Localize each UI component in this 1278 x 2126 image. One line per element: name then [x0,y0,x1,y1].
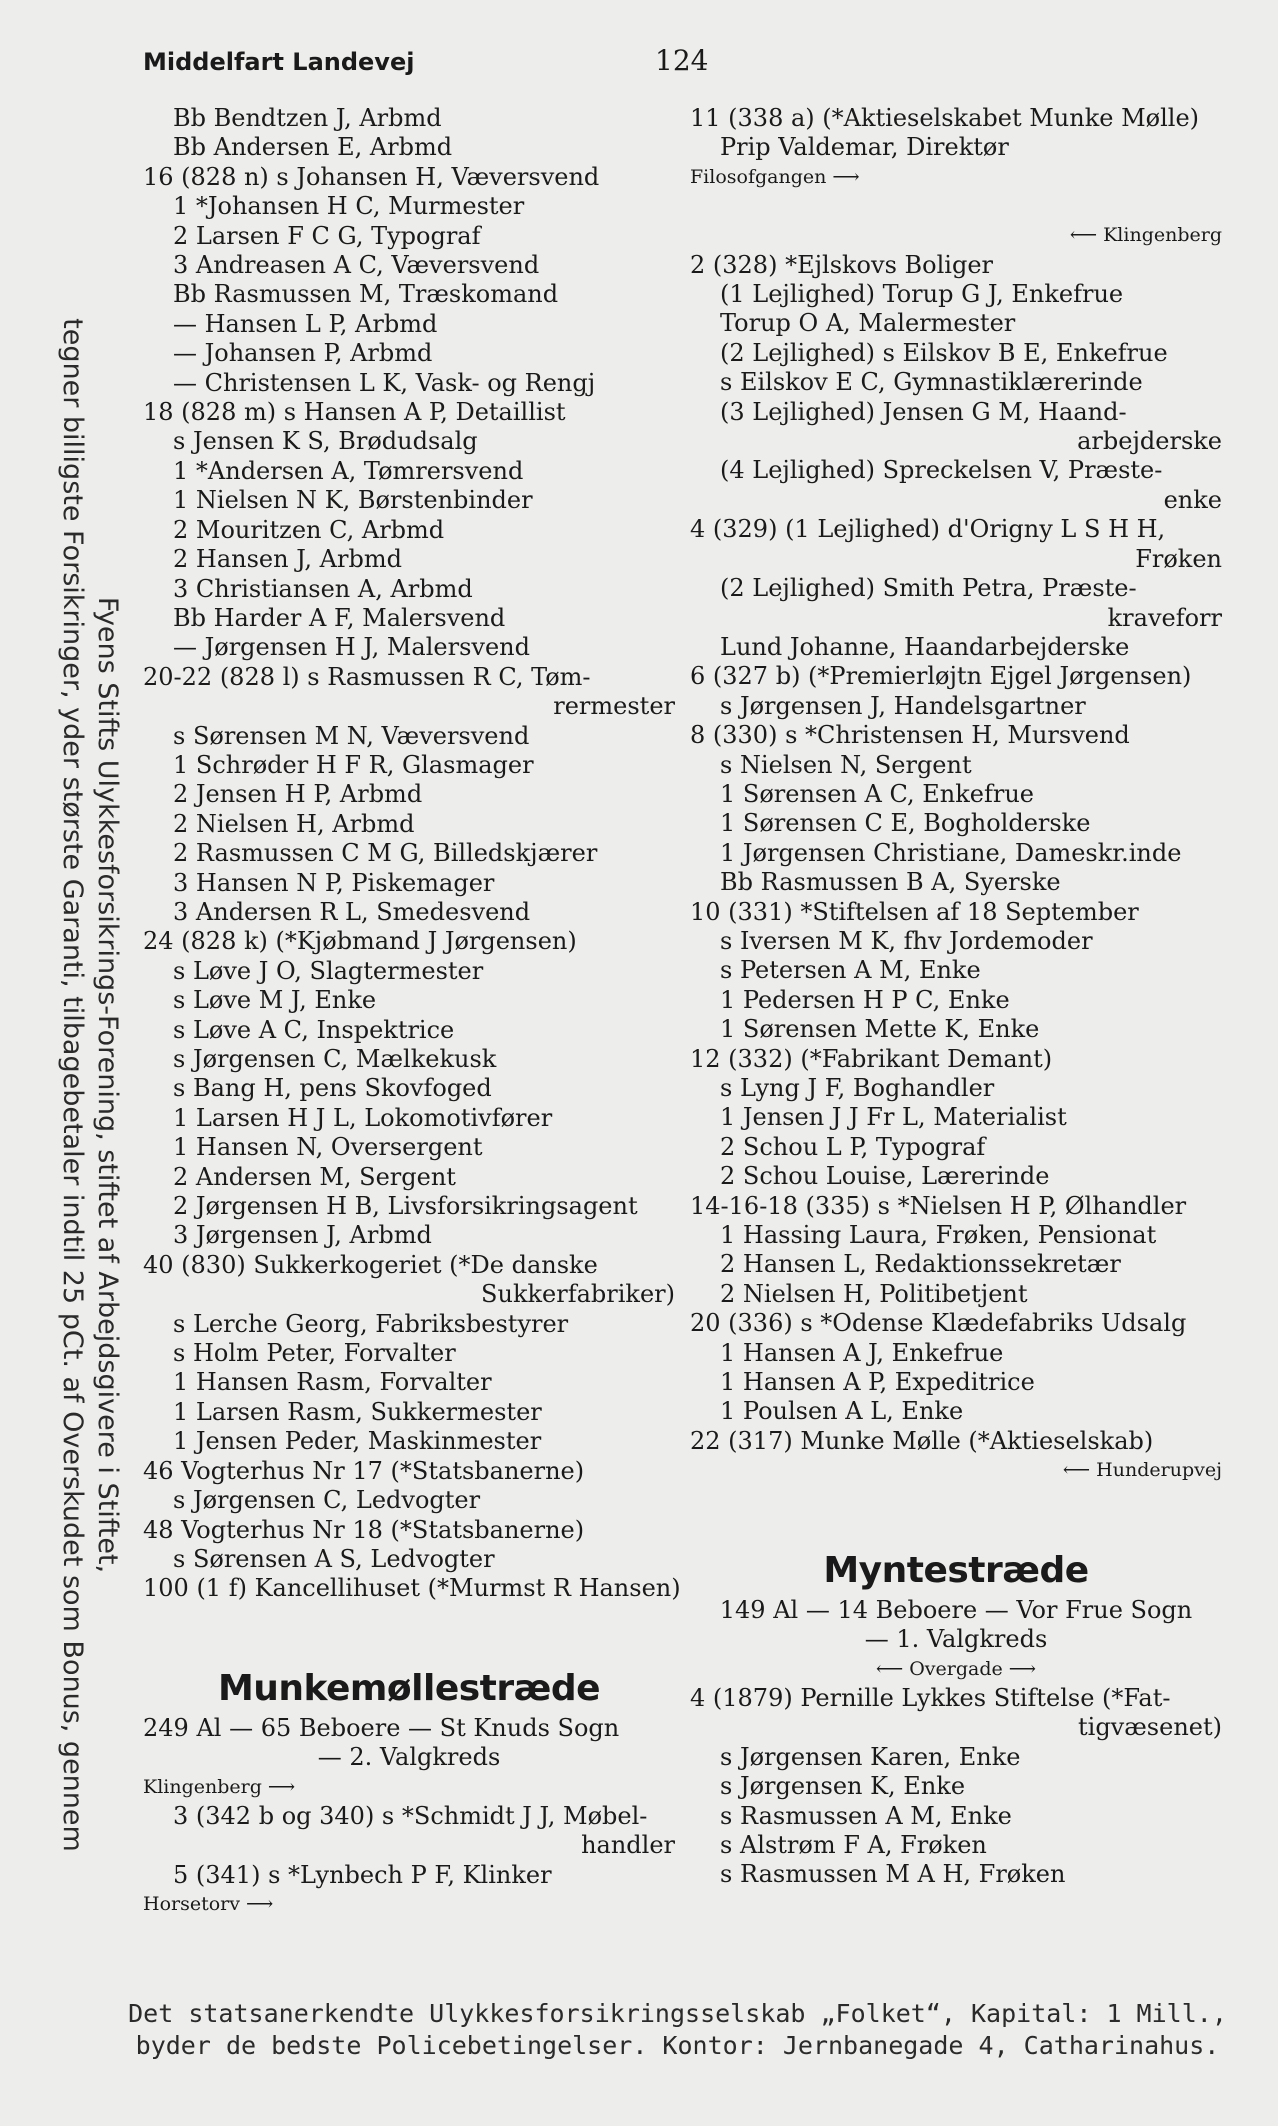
footer-advertisement [95,1998,1260,2062]
directory-entry: 1 Sørensen Mette K, Enke [720,1015,1040,1044]
directory-entry: 1 Larsen H J L, Lokomotivfører [173,1103,553,1132]
footer-ad-line-1: Det statsanerkendte Ulykkesforsikringsselskab „Folket“, Kapital: 1 Mill., [128,1999,1227,2028]
side-ad-line-2: tegner billigste Forsikringer, yder største Garanti, tilbagebetaler indtil 25 pCt. af Overskudet som Bonus, gennem [57,318,88,1852]
directory-entry: s Nielsen N, Sergent [720,750,972,779]
directory-entry-continuation: enke [1163,485,1222,514]
directory-entry-continuation: kraveforr [1107,603,1222,632]
directory-entry: Bb Bendtzen J, Arbmd [173,104,442,132]
directory-entry: s Sørensen A S, Ledvogter [173,1544,495,1573]
directory-entry-continuation: arbejderske [1077,427,1222,456]
directory-entry: (2 Lejlighed) Smith Petra, Præste- [720,574,1137,603]
directory-entry: 1 Jensen Peder, Maskinmester [173,1427,542,1456]
directory-entry: — Christensen L K, Vask- og Rengj [173,368,596,397]
myntestraede-entries [690,1684,1222,1890]
directory-entry: s Iversen M K, fhv Jordemoder [720,926,1093,955]
directory-entry: s Rasmussen M A H, Frøken [720,1860,1066,1889]
directory-entry: (2 Lejlighed) s Eilskov B E, Enkefrue [720,338,1168,367]
right-entries [690,104,1222,1486]
directory-entry: 2 Nielsen H, Arbmd [173,809,415,838]
directory-entry: s Løve M J, Enke [173,986,377,1015]
directory-entry: 6 (327 b) (*Premierløjtn Ejgel Jørgensen) [690,662,1192,691]
directory-entry: s Jørgensen K, Enke [720,1772,966,1801]
directory-entry: s Petersen A M, Enke [720,956,981,985]
directory-entry: 2 Mouritzen C, Arbmd [173,515,445,544]
directory-entry: 1 Hansen Rasm, Forvalter [173,1368,492,1397]
directory-entry: Lund Johanne, Haandarbejderske [720,632,1130,661]
spacer [143,1604,675,1664]
street-info: 149 Al — 14 Beboere — Vor Frue Sogn [719,1595,1193,1624]
directory-entry-continuation: Sukkerfabriker) [481,1280,675,1309]
directory-entry: 2 Rasmussen C M G, Billedskjærer [173,839,598,868]
directory-entry: 2 Larsen F C G, Typograf [173,221,481,250]
directory-entry: 1 *Andersen A, Tømrersvend [173,456,524,485]
directory-entry: 1 *Johansen H C, Murmester [173,192,525,221]
directory-entry: (3 Lejlighed) Jensen G M, Haand- [720,397,1127,426]
directory-entry: 3 Hansen N P, Piskemager [173,868,495,897]
directory-entry: 1 Jørgensen Christiane, Dameskr.inde [720,838,1182,867]
directory-entry: Prip Valdemar, Direktør [720,133,1009,162]
directory-entry: 8 (330) s *Christensen H, Mursvend [690,721,1130,750]
directory-entry: 100 (1 f) Kancellihuset (*Murmst R Hansen) [143,1574,681,1603]
directory-entry: 1 Pedersen H P C, Enke [720,985,1010,1014]
directory-entry: s Lyng J F, Boghandler [720,1074,995,1102]
directory-entry: 3 Andreasen A C, Væversvend [173,251,540,280]
running-header-street: Middelfart Landevej [143,48,415,76]
directory-entry: 1 Poulsen A L, Enke [720,1397,964,1426]
directory-entry: 2 Nielsen H, Politibetjent [720,1279,1028,1308]
directory-entry: s Rasmussen A M, Enke [720,1801,1012,1830]
directory-entry: Bb Rasmussen B A, Syerske [720,868,1061,897]
directory-entry: Bb Andersen E, Arbmd [173,133,453,162]
cross-street-label: Klingenberg ⟶ [143,1775,296,1798]
directory-entry: — Jørgensen H J, Malersvend [173,633,530,662]
page-number: 124 [655,44,709,77]
directory-entry: 14-16-18 (335) s *Nielsen H P, Ølhandler [690,1191,1187,1220]
side-advertisement [55,145,125,2025]
directory-entry: s Løve A C, Inspektrice [173,1015,455,1044]
street-info-2: — 1. Valgkreds [864,1625,1048,1654]
directory-entry: 2 Jørgensen H B, Livsforsikringsagent [173,1192,638,1221]
cross-street-label: ⟵ Overgade ⟶ [875,1657,1037,1680]
directory-entry: s Holm Peter, Forvalter [173,1339,456,1368]
street-info-2: — 2. Valgkreds [317,1743,501,1772]
spacer [690,1486,1222,1546]
directory-entry: 10 (331) *Stiftelsen af 18 September [690,897,1139,926]
directory-entry: 11 (338 a) (*Aktieselskabet Munke Mølle) [690,104,1200,132]
directory-entry: 4 (329) (1 Lejlighed) d'Origny L S H H, [690,515,1166,544]
directory-entry: 22 (317) Munke Mølle (*Aktieselskab) [690,1426,1154,1455]
directory-entry: 2 Andersen M, Sergent [173,1162,456,1191]
directory-entry: 1 Nielsen N K, Børstenbinder [173,486,533,515]
right-column [690,104,1222,1890]
directory-entry: s Jørgensen J, Handelsgartner [720,691,1086,720]
side-ad-line-1: Fyens Stifts Ulykkesforsikrings-Forening, stiftet af Arbejdsgivere i Stiftet, [92,596,123,1574]
directory-entry: 2 Jensen H P, Arbmd [173,780,423,809]
footer-ad-line-2: byder de bedste Policebetingelser. Kontor: Jernbanegade 4, Catharinahus. [135,2031,1220,2060]
directory-entry: 2 Schou Louise, Lærerinde [720,1162,1050,1191]
directory-entry: 2 Hansen J, Arbmd [173,545,402,574]
directory-entry: 46 Vogterhus Nr 17 (*Statsbanerne) [143,1456,585,1485]
directory-entry: 20 (336) s *Odense Klædefabriks Udsalg [690,1309,1187,1338]
cross-street-label: Filosofgangen ⟶ [690,165,860,188]
directory-entry: 1 Hansen N, Oversergent [173,1133,483,1162]
section-title-munkemoellestraede: Munkemøllestræde [217,1667,601,1709]
directory-entry: 12 (332) (*Fabrikant Demant) [690,1044,1053,1073]
directory-entry: s Sørensen M N, Væversvend [173,721,530,750]
left-entries [143,104,681,1604]
directory-entry: 48 Vogterhus Nr 18 (*Statsbanerne) [143,1515,585,1544]
directory-entry: 1 Hansen A J, Enkefrue [720,1338,1004,1367]
directory-entry: 3 (342 b og 340) s *Schmidt J J, Møbel- [173,1801,648,1830]
cross-street-label: ⟵ Hunderupvej [1062,1459,1222,1482]
directory-entry: 2 Hansen L, Redaktionssekretær [720,1250,1121,1279]
directory-entry: (1 Lejlighed) Torup G J, Enkefrue [720,280,1124,309]
directory-entry: 1 Sørensen A C, Enkefrue [720,779,1034,808]
directory-entry: Bb Rasmussen M, Træskomand [173,280,559,309]
directory-entry: 3 Jørgensen J, Arbmd [173,1221,432,1250]
directory-entry-continuation: rermester [553,692,675,721]
directory-entry: 18 (828 m) s Hansen A P, Detaillist [143,398,566,427]
spacer [690,192,1222,221]
directory-entry: Torup O A, Malermester [720,309,1016,338]
directory-entry: s Lerche Georg, Fabriksbestyrer [173,1309,569,1338]
directory-entry: 5 (341) s *Lynbech P F, Klinker [173,1860,552,1889]
directory-entry: 40 (830) Sukkerkogeriet (*De danske [143,1250,598,1279]
directory-entry-continuation: Frøken [1135,544,1222,573]
street-info: 249 Al — 65 Beboere — St Knuds Sogn [143,1713,620,1742]
directory-entry: s Eilskov E C, Gymnastiklærerinde [720,368,1143,397]
cross-street-label: ⟵ Klingenberg [1069,224,1222,247]
directory-entry: — Hansen L P, Arbmd [173,309,438,338]
directory-entry-continuation: handler [581,1831,675,1860]
directory-entry: 16 (828 n) s Johansen H, Væversvend [143,162,600,191]
directory-entry: s Bang H, pens Skovfoged [173,1074,492,1103]
directory-entry: 3 Andersen R L, Smedesvend [173,897,531,926]
directory-entry: s Jensen K S, Brødudsalg [173,427,478,456]
directory-entry: s Alstrøm F A, Frøken [720,1830,987,1859]
directory-entry: s Jørgensen Karen, Enke [720,1742,1021,1771]
directory-entry: 1 Hassing Laura, Frøken, Pensionat [720,1221,1157,1250]
section-title-myntestraede: Myntestræde [823,1549,1089,1591]
directory-entry: 1 Larsen Rasm, Sukkermester [173,1397,542,1426]
directory-entry: — Johansen P, Arbmd [173,339,433,368]
directory-entry: s Jørgensen C, Ledvogter [173,1486,481,1515]
directory-entry: 2 (328) *Ejlskovs Boliger [690,250,993,279]
cross-street-label: Horsetorv ⟶ [143,1893,274,1916]
directory-entry-continuation: tigvæsenet) [1078,1713,1222,1742]
directory-entry: 3 Christiansen A, Arbmd [173,574,473,603]
directory-entry: 1 Jensen J J Fr L, Materialist [720,1103,1067,1132]
directory-entry: 1 Sørensen C E, Bogholderske [720,809,1091,838]
directory-entry: 4 (1879) Pernille Lykkes Stiftelse (*Fat- [690,1683,1171,1712]
left-column [143,104,681,1920]
directory-entry: 24 (828 k) (*Kjøbmand J Jørgensen) [143,927,577,956]
directory-entry: s Løve J O, Slagtermester [173,956,484,985]
directory-entry: Bb Harder A F, Malersvend [173,603,506,632]
directory-entry: 1 Hansen A P, Expeditrice [720,1368,1035,1397]
directory-entry: 2 Schou L P, Typograf [720,1132,986,1161]
directory-entry: (4 Lejlighed) Spreckelsen V, Præste- [720,456,1163,485]
directory-entry: 1 Schrøder H F R, Glasmager [173,750,534,779]
directory-entry: s Jørgensen C, Mælkekusk [173,1045,497,1073]
directory-entry: 20-22 (828 l) s Rasmussen R C, Tøm- [143,662,591,691]
